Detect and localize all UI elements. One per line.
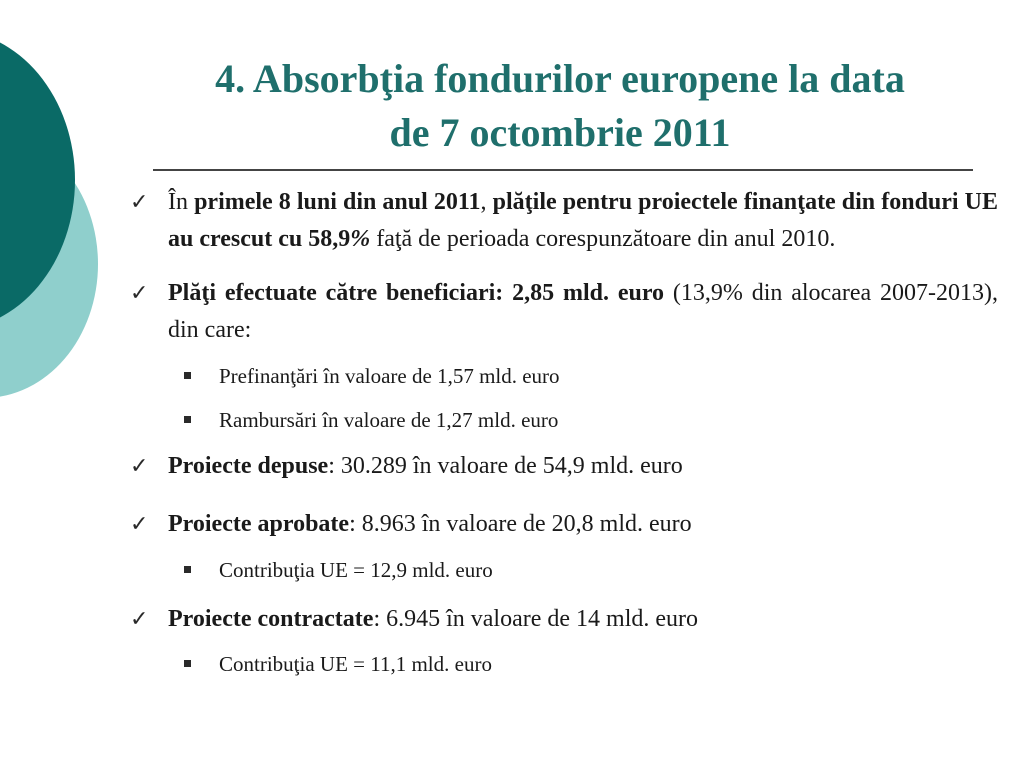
bullet-item-payments-growth: [130, 184, 998, 258]
checkmark-icon: ✓: [130, 512, 149, 537]
text-bold: primele 8 luni din anul 2011: [194, 189, 481, 215]
sub-item-text: Contribuţia UE = 12,9 mld. euro: [219, 558, 493, 582]
checkmark-icon: ✓: [130, 607, 149, 632]
checkmark-icon: ✓: [130, 454, 149, 479]
checkmark-icon: ✓: [130, 281, 149, 306]
text: : 8.963 în valoare de 20,8 mld. euro: [349, 511, 692, 537]
text: : 30.289 în valoare de 54,9 mld. euro: [328, 453, 683, 479]
checkmark-icon: ✓: [130, 190, 149, 215]
text-bold: plăţile pentru proiectele finanţate din fonduri UE au crescut cu 58,9: [168, 189, 999, 252]
text: În: [168, 189, 195, 215]
sub-item-eu-contribution-contracted: [130, 649, 998, 679]
slide-title: [150, 52, 970, 160]
bullet-list: [130, 184, 998, 679]
text: : 6.945 în valoare de 14 mld. euro: [373, 606, 699, 632]
text: faţă de perioada corespunzătoare din anul 2010.: [370, 226, 836, 252]
text-bold: Proiecte aprobate: [168, 511, 350, 537]
sub-item-text: Contribuţia UE = 11,1 mld. euro: [219, 652, 492, 676]
sub-item-reimbursements: [130, 405, 998, 435]
title-divider: [153, 169, 973, 171]
bullet-item-submitted-projects: [130, 448, 998, 485]
sub-item-eu-contribution-approved: [130, 555, 998, 585]
sub-item-prefinancing: [130, 361, 998, 391]
text-bold: Proiecte contractate: [168, 606, 374, 632]
sub-item-text: Prefinanţări în valoare de 1,57 mld. euro: [219, 364, 560, 388]
bullet-item-approved-projects: [130, 506, 998, 543]
square-bullet-icon: [184, 660, 191, 667]
sub-item-text: Rambursări în valoare de 1,27 mld. euro: [219, 408, 559, 432]
text-bold: Plăţi efectuate către beneficiari: 2,85 mld. euro: [168, 280, 665, 306]
title-line-1: 4. Absorbţia fondurilor europene la data: [215, 56, 905, 101]
square-bullet-icon: [184, 372, 191, 379]
square-bullet-icon: [184, 566, 191, 573]
bullet-item-contracted-projects: [130, 601, 998, 638]
text: (13,9% din alocarea 2007-2013), din care:: [168, 280, 998, 343]
title-line-2: de 7 octombrie 2011: [389, 110, 731, 155]
text: ,: [480, 189, 493, 215]
text-bold-italic: %: [350, 226, 371, 252]
text-bold: Proiecte depuse: [168, 453, 329, 479]
bullet-item-payments-beneficiaries: [130, 275, 998, 349]
square-bullet-icon: [184, 416, 191, 423]
